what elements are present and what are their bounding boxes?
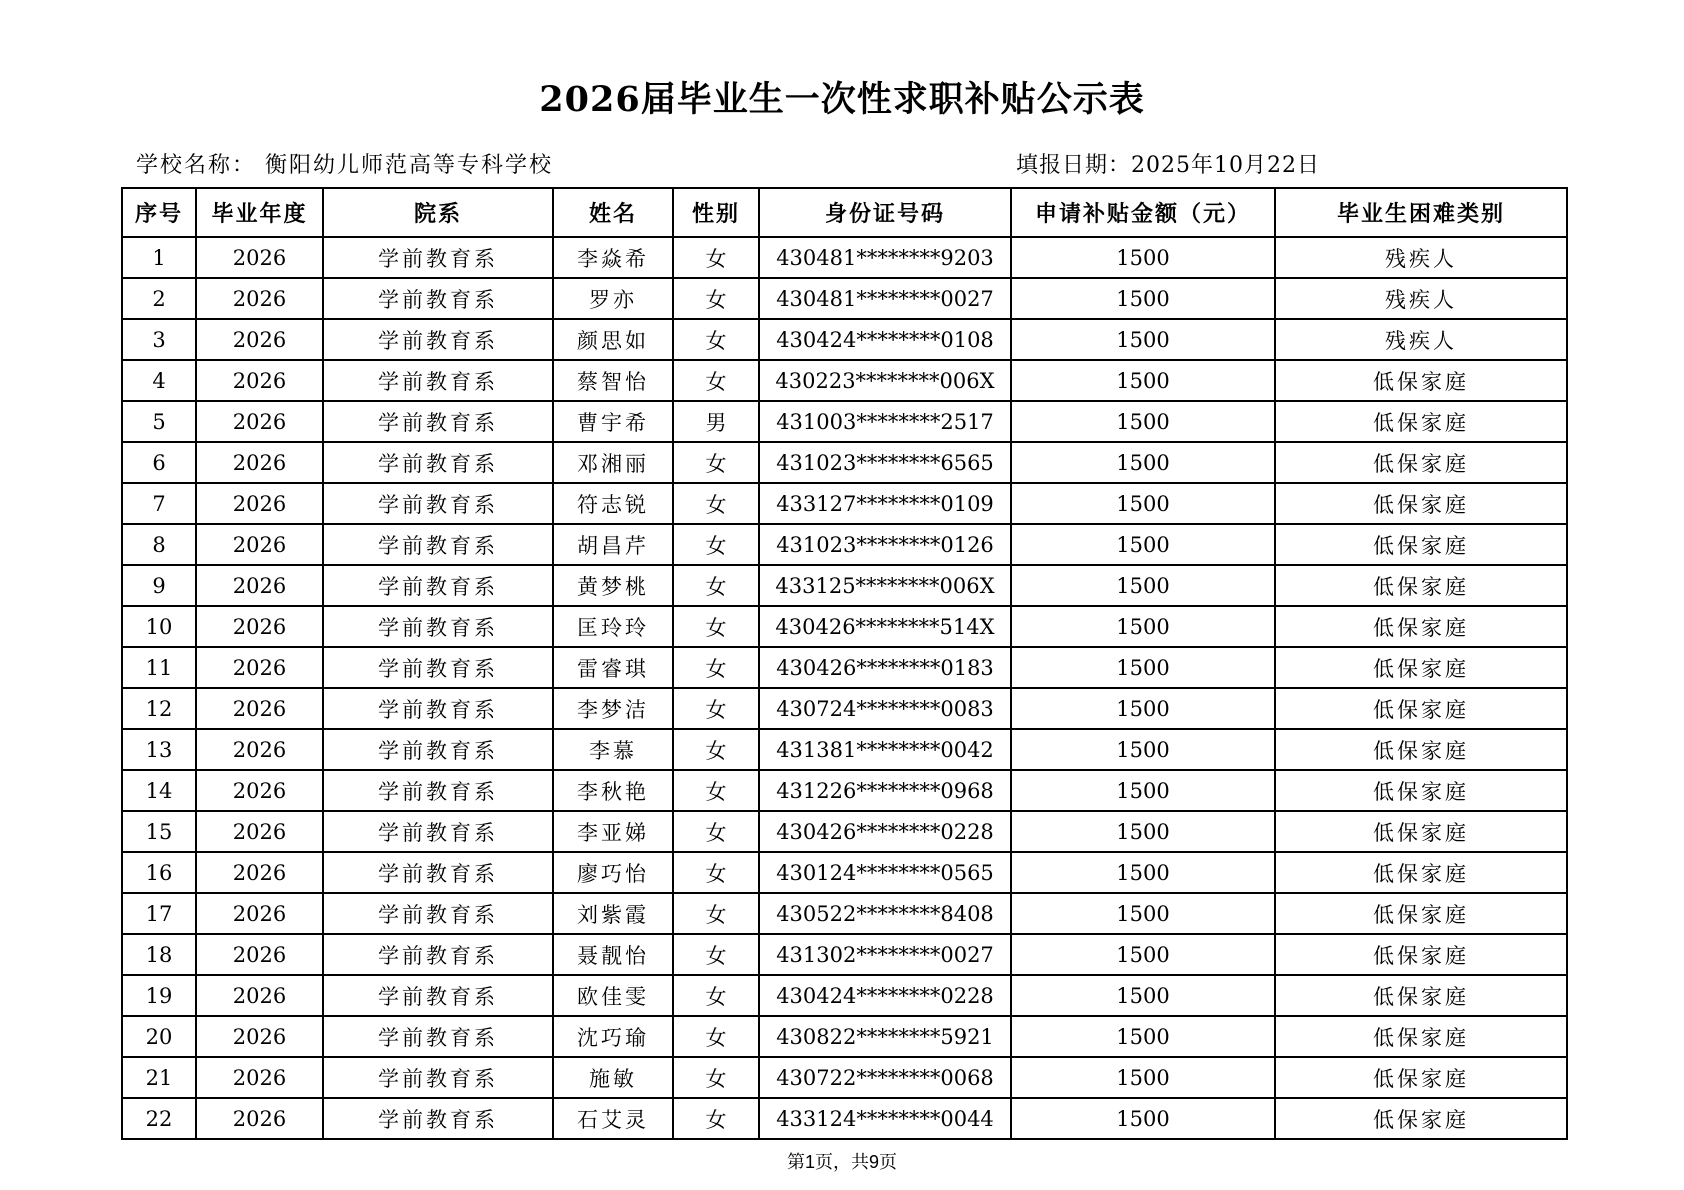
student-name-cell: 李梦洁 — [553, 688, 673, 729]
row-number-cell: 2 — [122, 278, 196, 319]
student-name-cell: 匡玲玲 — [553, 606, 673, 647]
gender-cell: 女 — [673, 606, 759, 647]
gender-cell: 女 — [673, 934, 759, 975]
gender-cell: 女 — [673, 360, 759, 401]
difficulty-category-cell: 低保家庭 — [1275, 688, 1567, 729]
table-row — [122, 483, 1567, 524]
row-number-cell: 21 — [122, 1057, 196, 1098]
department-cell: 学前教育系 — [323, 1057, 553, 1098]
id-number-cell: 430424********0228 — [759, 975, 1011, 1016]
department-cell: 学前教育系 — [323, 1098, 553, 1139]
subsidy-amount-cell: 1500 — [1011, 975, 1275, 1016]
header-id-number: 身份证号码 — [759, 188, 1011, 237]
id-number-cell: 433127********0109 — [759, 483, 1011, 524]
gender-cell: 女 — [673, 975, 759, 1016]
difficulty-category-cell: 低保家庭 — [1275, 1057, 1567, 1098]
graduation-year-cell: 2026 — [196, 524, 323, 565]
graduation-year-cell: 2026 — [196, 360, 323, 401]
id-number-cell: 433124********0044 — [759, 1098, 1011, 1139]
department-cell: 学前教育系 — [323, 893, 553, 934]
header-name: 姓名 — [553, 188, 673, 237]
gender-cell: 女 — [673, 237, 759, 278]
graduation-year-cell: 2026 — [196, 1057, 323, 1098]
id-number-cell: 430724********0083 — [759, 688, 1011, 729]
graduation-year-cell: 2026 — [196, 1098, 323, 1139]
table-row — [122, 524, 1567, 565]
table-row — [122, 360, 1567, 401]
graduation-year-cell: 2026 — [196, 237, 323, 278]
subsidy-amount-cell: 1500 — [1011, 1057, 1275, 1098]
id-number-cell: 430426********0228 — [759, 811, 1011, 852]
subsidy-amount-cell: 1500 — [1011, 1098, 1275, 1139]
student-name-cell: 聂靓怡 — [553, 934, 673, 975]
student-name-cell: 雷睿琪 — [553, 647, 673, 688]
id-number-cell: 431023********6565 — [759, 442, 1011, 483]
id-number-cell: 430481********9203 — [759, 237, 1011, 278]
difficulty-category-cell: 低保家庭 — [1275, 1016, 1567, 1057]
table-row — [122, 442, 1567, 483]
student-name-cell: 李焱希 — [553, 237, 673, 278]
graduation-year-cell: 2026 — [196, 688, 323, 729]
department-cell: 学前教育系 — [323, 1016, 553, 1057]
id-number-cell: 431023********0126 — [759, 524, 1011, 565]
row-number-cell: 20 — [122, 1016, 196, 1057]
subsidy-amount-cell: 1500 — [1011, 688, 1275, 729]
student-name-cell: 黄梦桃 — [553, 565, 673, 606]
department-cell: 学前教育系 — [323, 483, 553, 524]
gender-cell: 女 — [673, 770, 759, 811]
page-footer: 第1页，共9页 — [786, 1152, 898, 1172]
subsidy-amount-cell: 1500 — [1011, 278, 1275, 319]
fill-date-label: 填报日期：2025年10月22日 — [1016, 153, 1320, 178]
graduation-year-cell: 2026 — [196, 606, 323, 647]
id-number-cell: 430481********0027 — [759, 278, 1011, 319]
gender-cell: 女 — [673, 688, 759, 729]
student-name-cell: 施敏 — [553, 1057, 673, 1098]
department-cell: 学前教育系 — [323, 770, 553, 811]
department-cell: 学前教育系 — [323, 319, 553, 360]
subsidy-amount-cell: 1500 — [1011, 1016, 1275, 1057]
table-row — [122, 975, 1567, 1016]
table-row — [122, 319, 1567, 360]
header-year: 毕业年度 — [196, 188, 323, 237]
student-name-cell: 罗亦 — [553, 278, 673, 319]
table-row — [122, 278, 1567, 319]
row-number-cell: 22 — [122, 1098, 196, 1139]
subsidy-amount-cell: 1500 — [1011, 770, 1275, 811]
table-row — [122, 565, 1567, 606]
subsidy-amount-cell: 1500 — [1011, 524, 1275, 565]
difficulty-category-cell: 低保家庭 — [1275, 934, 1567, 975]
gender-cell: 女 — [673, 442, 759, 483]
subsidy-amount-cell: 1500 — [1011, 237, 1275, 278]
difficulty-category-cell: 残疾人 — [1275, 237, 1567, 278]
graduation-year-cell: 2026 — [196, 319, 323, 360]
gender-cell: 女 — [673, 729, 759, 770]
department-cell: 学前教育系 — [323, 852, 553, 893]
gender-cell: 女 — [673, 278, 759, 319]
row-number-cell: 14 — [122, 770, 196, 811]
department-cell: 学前教育系 — [323, 934, 553, 975]
id-number-cell: 433125********006X — [759, 565, 1011, 606]
difficulty-category-cell: 低保家庭 — [1275, 729, 1567, 770]
graduation-year-cell: 2026 — [196, 975, 323, 1016]
graduation-year-cell: 2026 — [196, 483, 323, 524]
header-category: 毕业生困难类别 — [1275, 188, 1567, 237]
row-number-cell: 12 — [122, 688, 196, 729]
graduation-year-cell: 2026 — [196, 893, 323, 934]
difficulty-category-cell: 低保家庭 — [1275, 893, 1567, 934]
subsidy-table — [121, 187, 1568, 1140]
id-number-cell: 430223********006X — [759, 360, 1011, 401]
department-cell: 学前教育系 — [323, 811, 553, 852]
subsidy-amount-cell: 1500 — [1011, 852, 1275, 893]
subsidy-amount-cell: 1500 — [1011, 360, 1275, 401]
department-cell: 学前教育系 — [323, 565, 553, 606]
graduation-year-cell: 2026 — [196, 934, 323, 975]
id-number-cell: 430124********0565 — [759, 852, 1011, 893]
difficulty-category-cell: 低保家庭 — [1275, 401, 1567, 442]
row-number-cell: 9 — [122, 565, 196, 606]
id-number-cell: 431226********0968 — [759, 770, 1011, 811]
table-row — [122, 893, 1567, 934]
student-name-cell: 沈巧瑜 — [553, 1016, 673, 1057]
student-name-cell: 李亚娣 — [553, 811, 673, 852]
id-number-cell: 430426********514X — [759, 606, 1011, 647]
department-cell: 学前教育系 — [323, 729, 553, 770]
table-row — [122, 934, 1567, 975]
department-cell: 学前教育系 — [323, 401, 553, 442]
subsidy-amount-cell: 1500 — [1011, 442, 1275, 483]
row-number-cell: 16 — [122, 852, 196, 893]
subsidy-amount-cell: 1500 — [1011, 606, 1275, 647]
row-number-cell: 18 — [122, 934, 196, 975]
difficulty-category-cell: 低保家庭 — [1275, 975, 1567, 1016]
row-number-cell: 1 — [122, 237, 196, 278]
difficulty-category-cell: 低保家庭 — [1275, 1098, 1567, 1139]
gender-cell: 女 — [673, 811, 759, 852]
gender-cell: 女 — [673, 852, 759, 893]
graduation-year-cell: 2026 — [196, 278, 323, 319]
subsidy-amount-cell: 1500 — [1011, 647, 1275, 688]
difficulty-category-cell: 低保家庭 — [1275, 565, 1567, 606]
gender-cell: 女 — [673, 1057, 759, 1098]
difficulty-category-cell: 低保家庭 — [1275, 360, 1567, 401]
student-name-cell: 李秋艳 — [553, 770, 673, 811]
gender-cell: 女 — [673, 524, 759, 565]
graduation-year-cell: 2026 — [196, 852, 323, 893]
student-name-cell: 石艾灵 — [553, 1098, 673, 1139]
id-number-cell: 431003********2517 — [759, 401, 1011, 442]
student-name-cell: 廖巧怡 — [553, 852, 673, 893]
subsidy-amount-cell: 1500 — [1011, 893, 1275, 934]
student-name-cell: 颜思如 — [553, 319, 673, 360]
id-number-cell: 431302********0027 — [759, 934, 1011, 975]
gender-cell: 女 — [673, 893, 759, 934]
table-row — [122, 1098, 1567, 1139]
graduation-year-cell: 2026 — [196, 565, 323, 606]
graduation-year-cell: 2026 — [196, 729, 323, 770]
header-amount: 申请补贴金额（元） — [1011, 188, 1275, 237]
row-number-cell: 15 — [122, 811, 196, 852]
student-name-cell: 刘紫霞 — [553, 893, 673, 934]
difficulty-category-cell: 残疾人 — [1275, 319, 1567, 360]
row-number-cell: 5 — [122, 401, 196, 442]
gender-cell: 女 — [673, 1016, 759, 1057]
table-row — [122, 852, 1567, 893]
table-row — [122, 729, 1567, 770]
table-row — [122, 606, 1567, 647]
row-number-cell: 4 — [122, 360, 196, 401]
difficulty-category-cell: 低保家庭 — [1275, 483, 1567, 524]
student-name-cell: 李慕 — [553, 729, 673, 770]
table-row — [122, 1057, 1567, 1098]
difficulty-category-cell: 低保家庭 — [1275, 770, 1567, 811]
table-row — [122, 770, 1567, 811]
subsidy-amount-cell: 1500 — [1011, 934, 1275, 975]
gender-cell: 女 — [673, 483, 759, 524]
table-row — [122, 401, 1567, 442]
department-cell: 学前教育系 — [323, 278, 553, 319]
student-name-cell: 邓湘丽 — [553, 442, 673, 483]
table-header-row — [122, 188, 1567, 237]
header-no: 序号 — [122, 188, 196, 237]
difficulty-category-cell: 低保家庭 — [1275, 852, 1567, 893]
gender-cell: 男 — [673, 401, 759, 442]
table-body — [122, 237, 1567, 1139]
difficulty-category-cell: 低保家庭 — [1275, 606, 1567, 647]
table-row — [122, 811, 1567, 852]
department-cell: 学前教育系 — [323, 524, 553, 565]
gender-cell: 女 — [673, 565, 759, 606]
gender-cell: 女 — [673, 1098, 759, 1139]
department-cell: 学前教育系 — [323, 688, 553, 729]
department-cell: 学前教育系 — [323, 647, 553, 688]
gender-cell: 女 — [673, 647, 759, 688]
row-number-cell: 19 — [122, 975, 196, 1016]
subsidy-amount-cell: 1500 — [1011, 483, 1275, 524]
id-number-cell: 430426********0183 — [759, 647, 1011, 688]
id-number-cell: 431381********0042 — [759, 729, 1011, 770]
table-row — [122, 647, 1567, 688]
subsidy-amount-cell: 1500 — [1011, 811, 1275, 852]
row-number-cell: 13 — [122, 729, 196, 770]
table-row — [122, 1016, 1567, 1057]
student-name-cell: 符志锐 — [553, 483, 673, 524]
difficulty-category-cell: 低保家庭 — [1275, 811, 1567, 852]
gender-cell: 女 — [673, 319, 759, 360]
id-number-cell: 430424********0108 — [759, 319, 1011, 360]
difficulty-category-cell: 低保家庭 — [1275, 442, 1567, 483]
student-name-cell: 欧佳雯 — [553, 975, 673, 1016]
id-number-cell: 430522********8408 — [759, 893, 1011, 934]
department-cell: 学前教育系 — [323, 975, 553, 1016]
row-number-cell: 7 — [122, 483, 196, 524]
row-number-cell: 10 — [122, 606, 196, 647]
table-row — [122, 688, 1567, 729]
subsidy-amount-cell: 1500 — [1011, 401, 1275, 442]
page-title: 2026届毕业生一次性求职补贴公示表 — [539, 79, 1145, 120]
student-name-cell: 蔡智怡 — [553, 360, 673, 401]
subsidy-amount-cell: 1500 — [1011, 565, 1275, 606]
row-number-cell: 11 — [122, 647, 196, 688]
header-dept: 院系 — [323, 188, 553, 237]
graduation-year-cell: 2026 — [196, 442, 323, 483]
difficulty-category-cell: 低保家庭 — [1275, 647, 1567, 688]
id-number-cell: 430822********5921 — [759, 1016, 1011, 1057]
row-number-cell: 6 — [122, 442, 196, 483]
department-cell: 学前教育系 — [323, 360, 553, 401]
school-name-label: 学校名称： 衡阳幼儿师范高等专科学校 — [136, 153, 553, 178]
graduation-year-cell: 2026 — [196, 647, 323, 688]
graduation-year-cell: 2026 — [196, 1016, 323, 1057]
difficulty-category-cell: 残疾人 — [1275, 278, 1567, 319]
graduation-year-cell: 2026 — [196, 401, 323, 442]
student-name-cell: 曹宇希 — [553, 401, 673, 442]
student-name-cell: 胡昌芹 — [553, 524, 673, 565]
graduation-year-cell: 2026 — [196, 770, 323, 811]
header-gender: 性别 — [673, 188, 759, 237]
table-row — [122, 237, 1567, 278]
subsidy-amount-cell: 1500 — [1011, 729, 1275, 770]
department-cell: 学前教育系 — [323, 606, 553, 647]
id-number-cell: 430722********0068 — [759, 1057, 1011, 1098]
subsidy-amount-cell: 1500 — [1011, 319, 1275, 360]
department-cell: 学前教育系 — [323, 442, 553, 483]
department-cell: 学前教育系 — [323, 237, 553, 278]
row-number-cell: 8 — [122, 524, 196, 565]
row-number-cell: 17 — [122, 893, 196, 934]
difficulty-category-cell: 低保家庭 — [1275, 524, 1567, 565]
row-number-cell: 3 — [122, 319, 196, 360]
graduation-year-cell: 2026 — [196, 811, 323, 852]
